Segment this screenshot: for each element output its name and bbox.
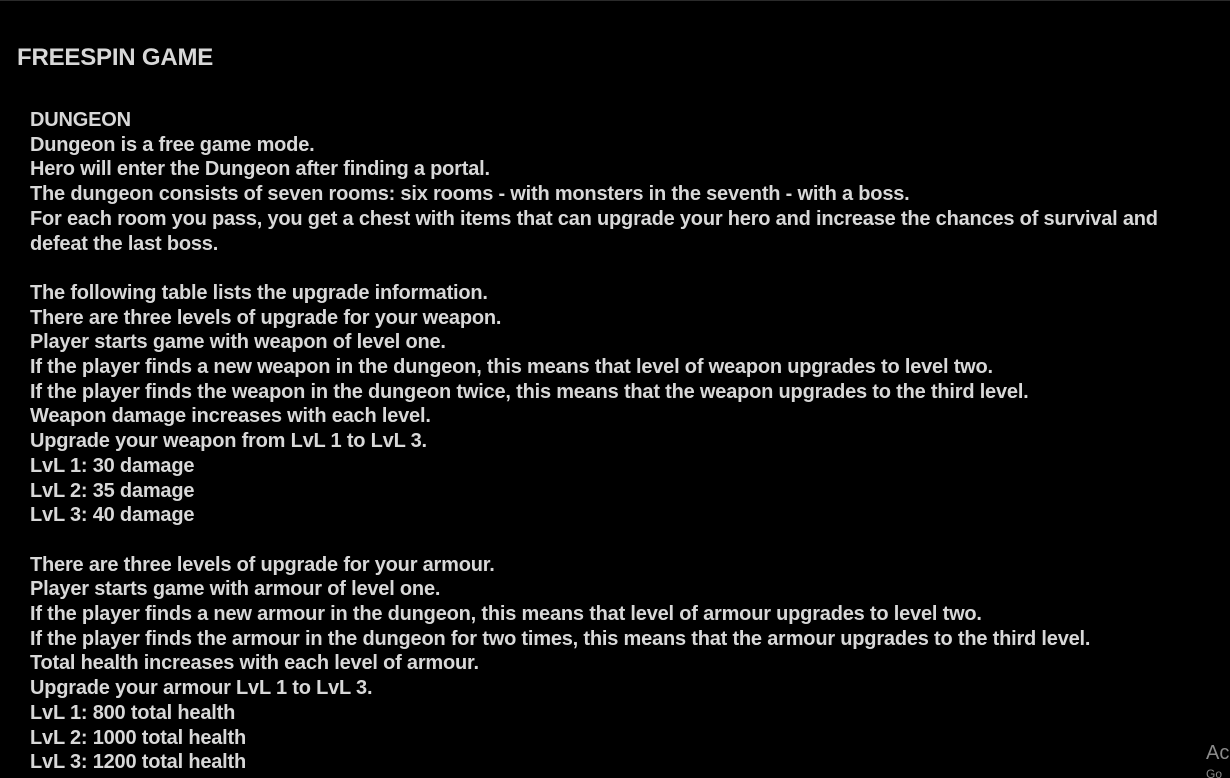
armour-line: Total health increases with each level of armour. bbox=[30, 652, 479, 675]
weapon-level-3: LvL 3: 40 damage bbox=[30, 504, 195, 527]
armour-level-3: LvL 3: 1200 total health bbox=[30, 751, 247, 774]
dungeon-line: Dungeon is a free game mode. bbox=[30, 133, 315, 156]
paragraph-gap bbox=[30, 256, 1220, 281]
dungeon-line: For each room you pass, you get a chest with items that can upgrade your hero and increase the chances of survival and defeat the last boss. bbox=[30, 207, 1158, 255]
activation-watermark: Ac bbox=[1206, 742, 1230, 764]
weapon-line: If the player finds a new weapon in the dungeon, this means that level of weapon upgrades to level two. bbox=[30, 356, 993, 379]
paragraph-gap bbox=[30, 528, 1220, 553]
activation-watermark-sub: Go bbox=[1206, 767, 1223, 778]
dungeon-line: Hero will enter the Dungeon after finding a portal. bbox=[30, 158, 490, 181]
dungeon-heading: DUNGEON bbox=[30, 109, 131, 131]
weapon-level-1: LvL 1: 30 damage bbox=[30, 454, 195, 477]
dungeon-line: The dungeon consists of seven rooms: six rooms - with monsters in the seventh - with a boss. bbox=[30, 183, 910, 206]
weapon-line: There are three levels of upgrade for your weapon. bbox=[30, 306, 502, 329]
weapon-line: The following table lists the upgrade information. bbox=[30, 281, 488, 304]
armour-line: Player starts game with armour of level one. bbox=[30, 578, 441, 601]
page-title: FREESPIN GAME bbox=[17, 44, 214, 71]
armour-line: Upgrade your armour LvL 1 to LvL 3. bbox=[30, 677, 373, 700]
armour-line: There are three levels of upgrade for your armour. bbox=[30, 553, 495, 576]
armour-line: If the player finds a new armour in the dungeon, this means that level of armour upgrades to level two. bbox=[30, 603, 982, 626]
weapon-line: Upgrade your weapon from LvL 1 to LvL 3. bbox=[30, 430, 427, 453]
rules-text bbox=[30, 108, 1220, 775]
top-border bbox=[0, 0, 1230, 1]
weapon-line: Weapon damage increases with each level. bbox=[30, 405, 431, 428]
weapon-line: If the player finds the weapon in the dungeon twice, this means that the weapon upgrades to the third level. bbox=[30, 380, 1029, 403]
weapon-line: Player starts game with weapon of level one. bbox=[30, 331, 446, 354]
weapon-level-2: LvL 2: 35 damage bbox=[30, 479, 195, 502]
armour-line: If the player finds the armour in the dungeon for two times, this means that the armour upgrades to the third level. bbox=[30, 627, 1091, 650]
armour-level-1: LvL 1: 800 total health bbox=[30, 701, 236, 724]
armour-level-2: LvL 2: 1000 total health bbox=[30, 726, 247, 749]
